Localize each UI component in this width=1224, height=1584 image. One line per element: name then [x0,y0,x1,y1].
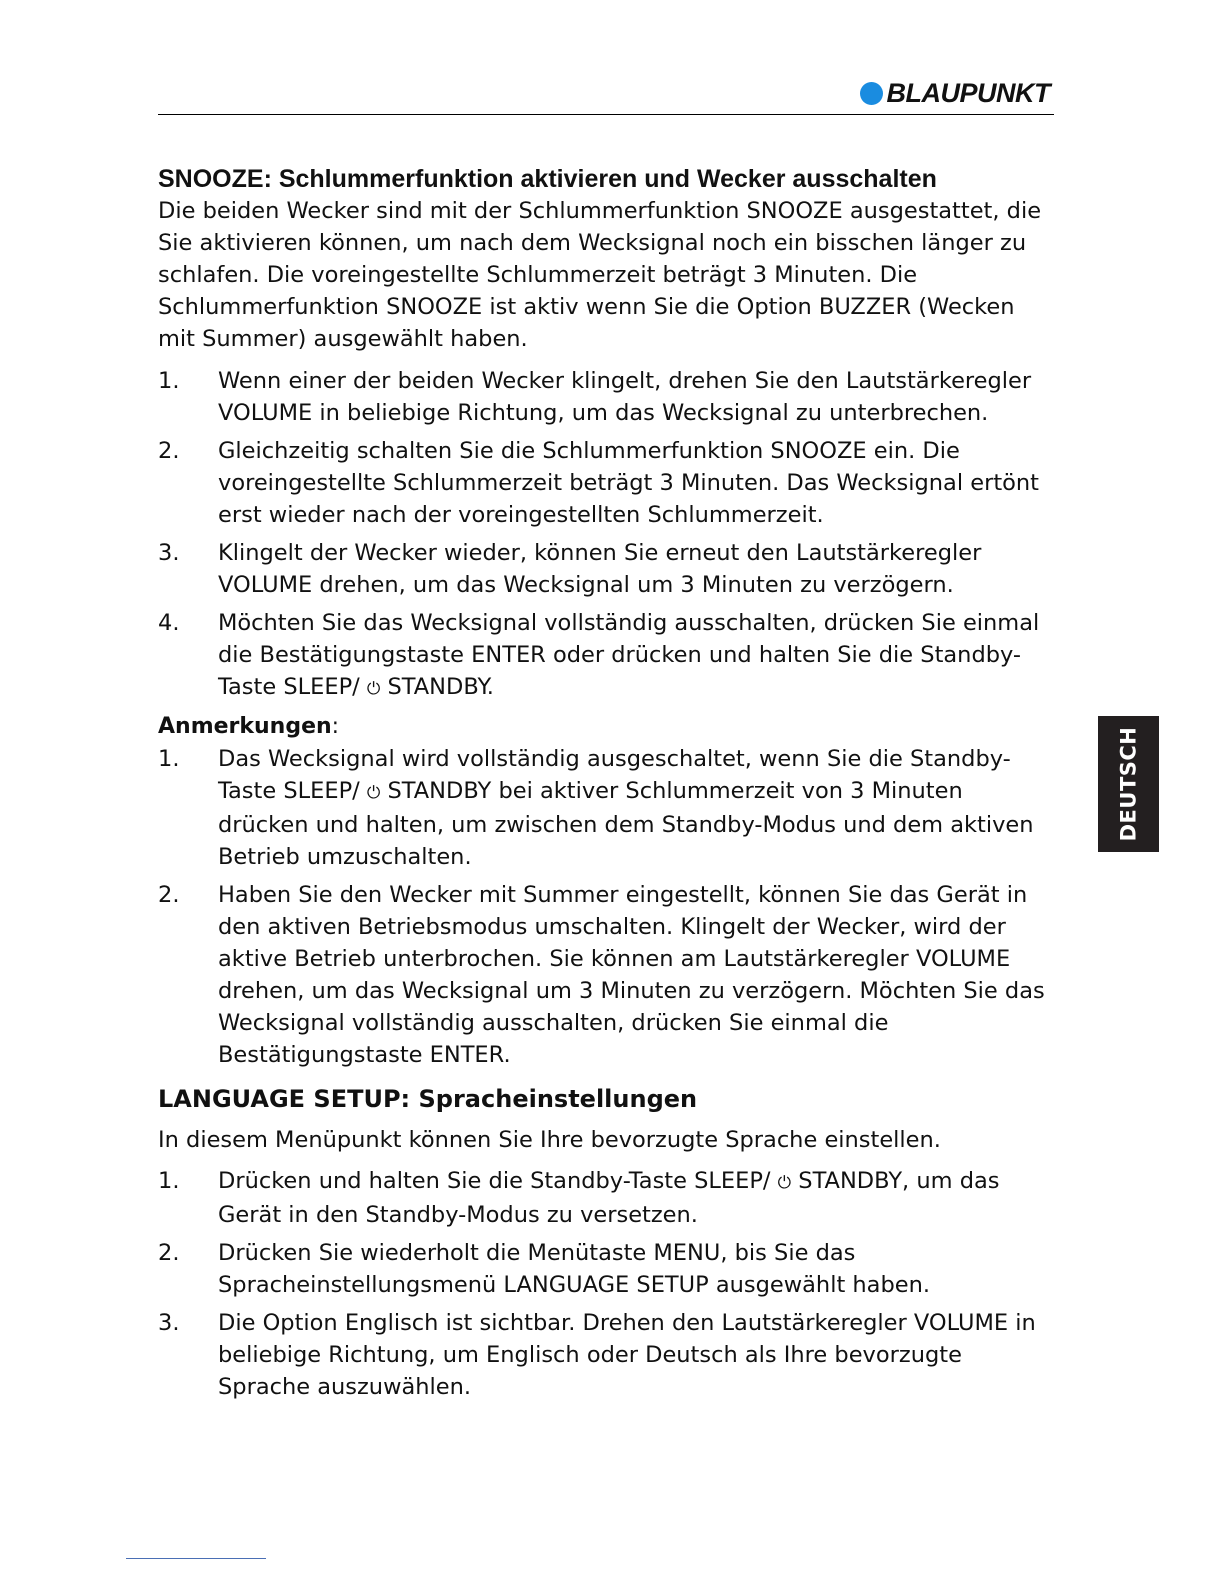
step-number: 3. [158,540,180,566]
power-icon: ⏻ [777,1173,792,1193]
side-tab-label: DEUTSCH [1116,726,1141,842]
list-item [158,365,1058,429]
list-item [158,1237,1058,1301]
step-text: Drücken Sie wiederholt die Menütaste MENU, bis Sie das Spracheinstellungsmenü LANGUAGE SETUP ausgewählt haben. [218,1240,931,1298]
step-number: 4. [158,610,180,636]
step-number: 2. [158,438,180,464]
snooze-intro: Die beiden Wecker sind mit der Schlummerfunktion SNOOZE ausgestattet, die Sie aktivieren können, um nach dem Wecksignal noch ein bisschen länger zu schlafen. Die voreingestellte Schlummerzeit beträgt 3 Minuten. Die Schlummerfunktion SNOOZE ist aktiv wenn Sie die Option BUZZER (Wecken mit Summer) ausgewählt haben. [158,198,1042,352]
language-heading: LANGUAGE SETUP: Spracheinstellungen [158,1085,698,1113]
main-content [158,163,1058,1409]
step-number: 1. [158,368,180,394]
note-number: 1. [158,746,180,772]
step-text-part: Drücken und halten Sie die Standby-Taste SLEEP/ [218,1168,771,1194]
list-item [158,1307,1058,1403]
snooze-steps [158,365,1058,705]
notes-colon: : [331,714,340,739]
step-text-part: Möchten Sie das Wecksignal vollständig ausschalten, drücken Sie einmal die Bestätigungstaste ENTER oder drücken und halten Sie die Standby-Taste SLEEP/ [218,610,1040,700]
step-number: 2. [158,1240,180,1266]
step-text [218,1165,1058,1231]
list-item [158,743,1058,873]
language-steps [158,1165,1058,1403]
notes-list [158,743,1058,1071]
notes-heading [158,711,1058,743]
list-item [158,435,1058,531]
language-side-tab [1098,716,1159,852]
brand-logo [860,78,1051,109]
step-number: 1. [158,1168,180,1194]
brand-dot-icon [860,82,883,105]
step-text: Die Option Englisch ist sichtbar. Drehen den Lautstärkeregler VOLUME in beliebige Richtung, um Englisch oder Deutsch als Ihre bevorzugte Sprache auszuwählen. [218,1310,1036,1400]
notes-title: Anmerkungen [158,714,332,739]
note-text-part: Das Wecksignal wird vollständig ausgeschaltet, wenn Sie die Standby-Taste SLEEP/ [218,746,1011,804]
list-item [158,537,1058,601]
step-number: 3. [158,1310,180,1336]
step-text: Klingelt der Wecker wieder, können Sie erneut den Lautstärkeregler VOLUME drehen, um das Wecksignal um 3 Minuten zu verzögern. [218,540,982,598]
step-text: Wenn einer der beiden Wecker klingelt, drehen Sie den Lautstärkeregler VOLUME in beliebige Richtung, um das Wecksignal zu unterbrechen. [218,368,1032,426]
list-item [158,879,1058,1071]
page-header [158,74,1054,115]
list-item [158,607,1058,705]
brand-name: BLAUPUNKT [886,78,1050,108]
step-text-part: STANDBY, um das Gerät in den Standby-Modus zu versetzen. [218,1168,1000,1228]
note-text: Haben Sie den Wecker mit Summer eingestellt, können Sie das Gerät in den aktiven Betriebsmodus umschalten. Klingelt der Wecker, wird der aktive Betrieb unterbrochen. Sie können am Lautstärkeregler VOLUME drehen, um das Wecksignal um 3 Minuten zu verzögern. Möchten Sie das Wecksignal vollständig ausschalten, drücken Sie einmal die Bestätigungstaste ENTER. [218,882,1045,1068]
snooze-heading: SNOOZE: Schlummerfunktion aktivieren und Wecker ausschalten [158,165,937,193]
step-text [218,607,1058,705]
step-text: Gleichzeitig schalten Sie die Schlummerfunktion SNOOZE ein. Die voreingestellte Schlummerzeit beträgt 3 Minuten. Das Wecksignal ertönt erst wieder nach der voreingestellten Schlummerzeit. [218,438,1040,528]
note-text [218,743,1058,873]
language-intro: In diesem Menüpunkt können Sie Ihre bevorzugte Sprache einstellen. [158,1127,941,1153]
power-icon: ⏻ [366,679,381,699]
note-number: 2. [158,882,180,908]
note-text-part: STANDBY bei aktiver Schlummerzeit von 3 Minuten drücken und halten, um zwischen dem Standby-Modus und dem aktiven Betrieb umzuschalten. [218,778,1034,870]
list-item [158,1165,1058,1231]
footer-divider [126,1558,266,1559]
step-text-part: STANDBY. [387,674,494,700]
power-icon: ⏻ [366,783,381,803]
